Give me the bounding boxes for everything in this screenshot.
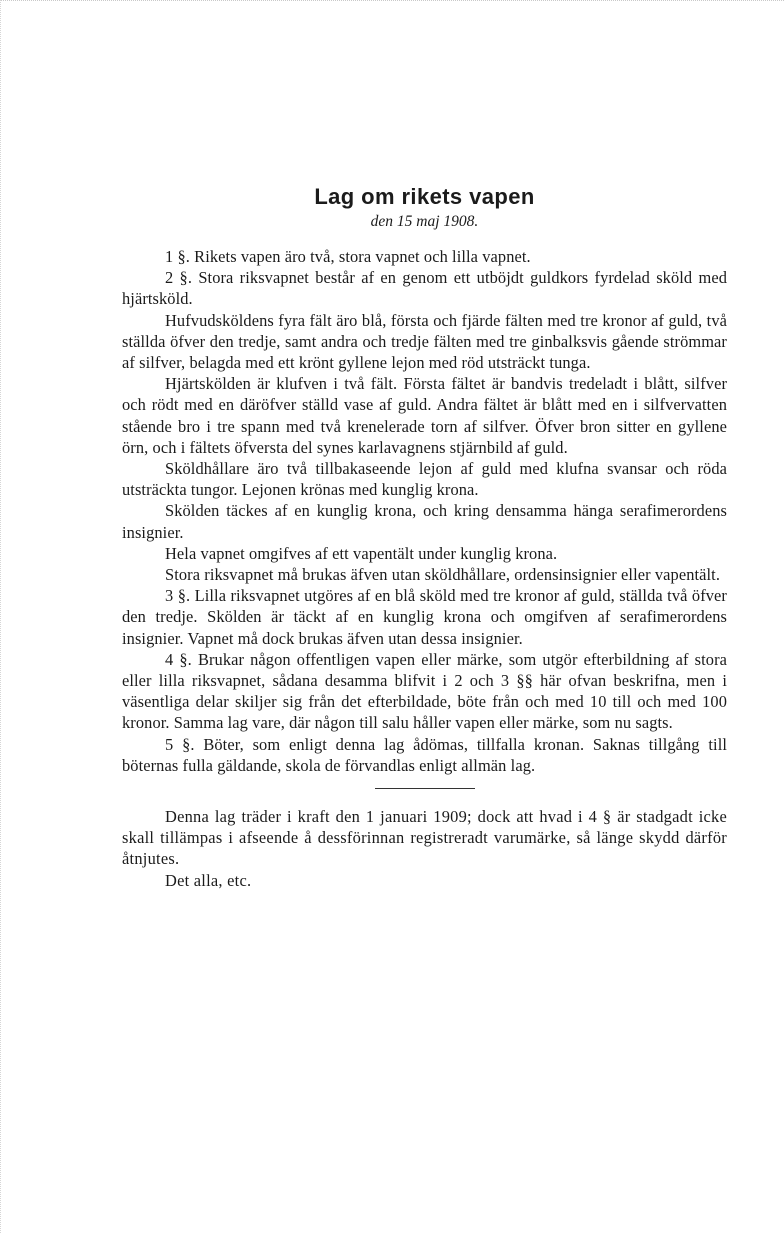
paragraph-section-4: 4 §. Brukar någon offentligen vapen eller märke, som utgör efterbildning af stora eller lilla riksvapnet, sådana desamma blifvit i 2 och 3 §§ här ofvan beskrifna, men i väsentliga delar skiljer sig från det efterbildade, böte från och med 10 till och med 100 kronor. Samma lag vare, där någon till salu håller vapen eller märke, som nu sagts. (122, 649, 727, 733)
page-left-edge (0, 0, 2, 1233)
paragraph-supporters: Sköldhållare äro två tillbakaseende lejon af guld med klufna svansar och röda utsträckta tungor. Lejonen krönas med kunglig krona. (122, 459, 727, 500)
paragraph-main-shield: Hufvudsköldens fyra fält äro blå, första och fjärde fälten med tre kronor af guld, två ställda öfver den tredje, samt andra och tredje fälten med tre ginbalksvis gående strömmar af silfver, belagda med ett krönt gyllene lejon med röd utsträckt tunga. (122, 310, 727, 373)
paragraph-section-5: 5 §. Böter, som enligt denna lag ådömas, tillfalla kronan. Saknas tillgång till böternas fulla gäldande, skola de förvandlas enligt allmän lag. (122, 734, 727, 775)
page-top-edge (0, 0, 784, 2)
paragraph-heart-shield: Hjärtskölden är klufven i två fält. Första fältet är bandvis tredeladt i blått, silfver och rödt med en däröfver ställd vase af guld. Andra fältet är blått med en i silfvervatten stående bro i tre spann med två krenelerade torn af silfver. Öfver bron sitter en gyllene örn, och i fältets öfversta del synes karlavagnens stjärnbild af guld. (122, 374, 727, 457)
section-divider (375, 788, 475, 789)
document-date: den 15 maj 1908. (370, 213, 479, 230)
document-title: Lag om rikets vapen (314, 184, 535, 209)
paragraph-pavilion: Hela vapnet omgifves af ett vapentält under kunglig krona. (165, 543, 558, 563)
paragraph-section-2: 2 §. Stora riksvapnet består af en genom ett utböjdt guldkors fyrdelad sköld med hjärtsköld. (122, 268, 727, 309)
paragraph-closing-formula: Det alla, etc. (165, 870, 252, 890)
paragraph-effective-date: Denna lag träder i kraft den 1 januari 1909; dock att hvad i 4 § är stadgadt icke skall tillämpas i afseende å dessförinnan registreradt varumärke, så länge skydd därför åtnjutes. (122, 807, 727, 869)
paragraph-section-3: 3 §. Lilla riksvapnet utgöres af en blå sköld med tre kronor af guld, ställda två öfver den tredje. Skölden är täckt af en kunglig krona och omgifven af serafimerordens insignier. Vapnet må dock brukas äfven utan dessa insignier. (122, 586, 727, 648)
paragraph-crown: Skölden täckes af en kunglig krona, och kring densamma hänga serafimerordens insignier. (122, 501, 727, 542)
document-body (122, 182, 727, 891)
paragraph-usage: Stora riksvapnet må brukas äfven utan sköldhållare, ordensinsignier eller vapentält. (165, 565, 721, 585)
paragraph-section-1: 1 §. Rikets vapen äro två, stora vapnet och lilla vapnet. (165, 247, 531, 266)
